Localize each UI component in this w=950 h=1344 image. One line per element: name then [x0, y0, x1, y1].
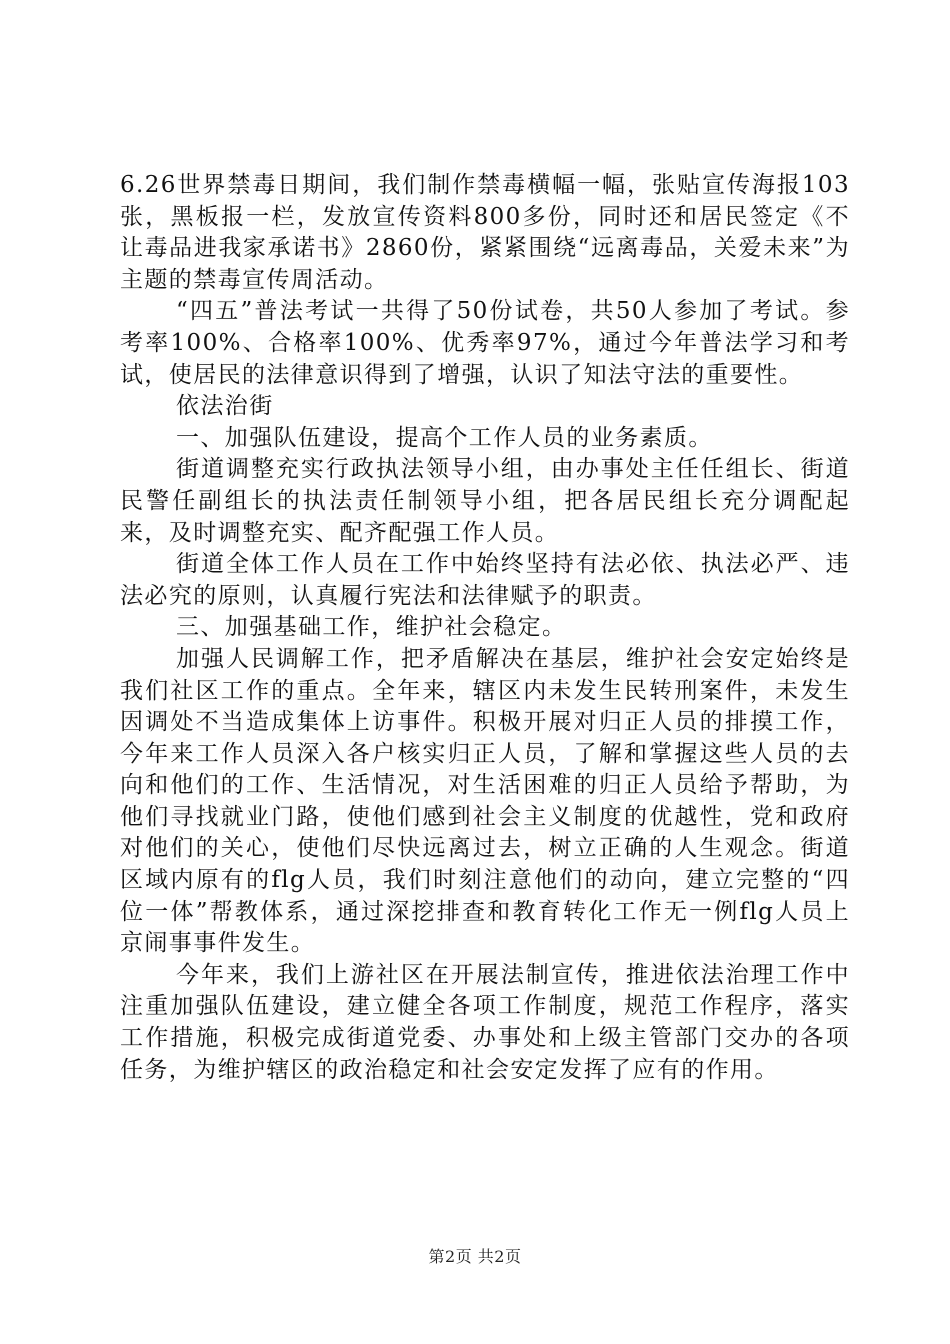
paragraph-drug-awareness: 6.26世界禁毒日期间，我们制作禁毒横幅一幅，张贴宣传海报103张，黑板报一栏，发放宣传资料800多份，同时还和居民签定《不让毒品进我家承诺书》2860份，紧紧围绕“远离毒品，关爱未来”为主题的禁毒宣传周活动。 — [120, 172, 850, 293]
paragraph-enforcement-group: 街道调整充实行政执法领导小组，由办事处主任任组长、街道民警任副组长的执法责任制领导小组，把各居民组长充分调配起来，及时调整充实、配齐配强工作人员。 — [120, 456, 850, 546]
subheading-team-building: 一、加强队伍建设，提高个工作人员的业务素质。 — [176, 424, 713, 451]
paragraph-law-exam: “四五”普法考试一共得了50份试卷，共50人参加了考试。参考率100%、合格率100%、优秀率97%，通过今年普法学习和考试，使居民的法律意识得到了增强，认识了知法守法的重要性。 — [120, 298, 850, 388]
paragraph-staff-principles: 街道全体工作人员在工作中始终坚持有法必依、执法必严、违法必究的原则，认真履行宪法和法律赋予的职责。 — [120, 551, 850, 609]
section-heading-rule-of-law: 依法治街 — [176, 393, 274, 420]
document-body — [120, 170, 850, 1086]
paragraph-summary: 今年来，我们上游社区在开展法制宣传，推进依法治理工作中注重加强队伍建设，建立健全各项工作制度，规范工作程序，落实工作措施，积极完成街道党委、办事处和上级主管部门交办的各项任务，为维护辖区的政治稳定和社会安定发挥了应有的作用。 — [120, 961, 850, 1083]
paragraph-mediation: 加强人民调解工作，把矛盾解决在基层，维护社会安定始终是我们社区工作的重点。全年来，辖区内未发生民转刑案件，未发生因调处不当造成集体上访事件。积极开展对归正人员的排摸工作，今年来工作人员深入各户核实归正人员，了解和掌握这些人员的去向和他们的工作、生活情况，对生活困难的归正人员给予帮助，为他们寻找就业门路，使他们感到社会主义制度的优越性，党和政府对他们的关心，使他们尽快远离过去，树立正确的人生观念。街道区域内原有的flg人员，我们时刻注意他们的动向，建立完整的“四位一体”帮教体系，通过深挖排查和教育转化工作无一例flg人员上京闹事事件发生。 — [120, 645, 850, 957]
page-footer: 第2页 共2页 — [428, 1247, 522, 1266]
subheading-basic-work: 三、加强基础工作，维护社会稳定。 — [176, 614, 567, 641]
